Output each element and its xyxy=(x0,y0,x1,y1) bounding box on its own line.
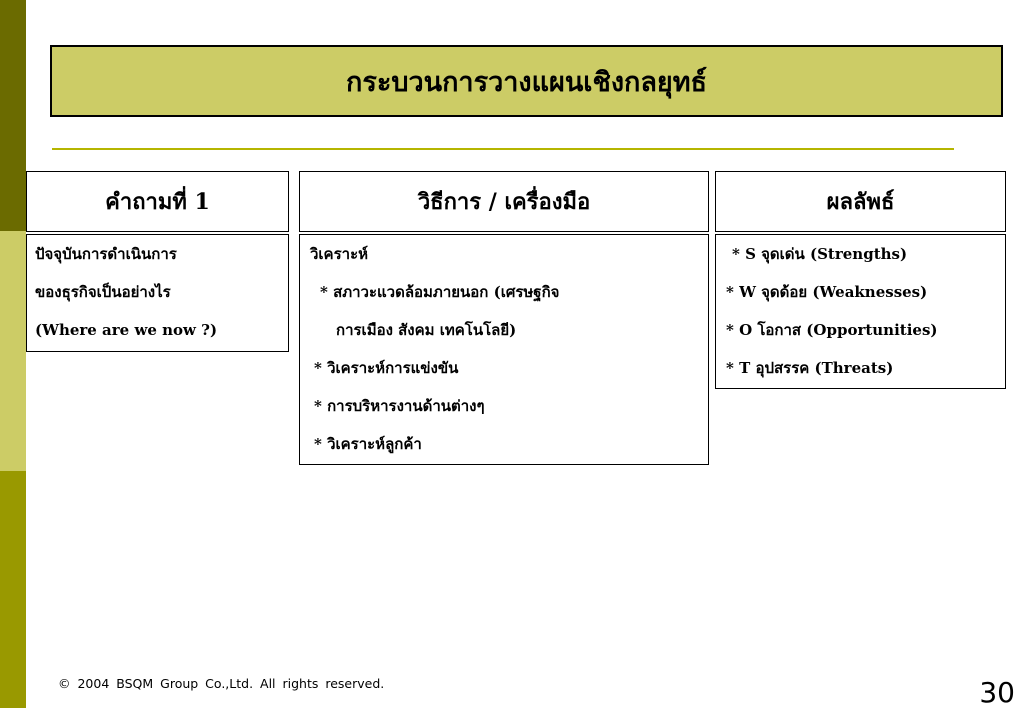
slide-title xyxy=(50,45,1003,117)
method-line: * วิเคราะห์ลูกค้า xyxy=(314,435,422,453)
sidebar-band-top xyxy=(0,0,26,231)
method-line: วิเคราะห์ xyxy=(310,245,369,263)
question-line: (Where are we now ?) xyxy=(35,321,218,339)
method-line: * การบริหารงานด้านต่างๆ xyxy=(314,397,485,415)
question-box xyxy=(26,234,289,352)
method-heading xyxy=(299,171,709,232)
result-line-threats: * T อุปสรรค (Threats) xyxy=(726,359,894,377)
method-line: * สภาวะแวดล้อมภายนอก (เศรษฐกิจ xyxy=(320,283,560,301)
method-box xyxy=(299,234,709,465)
slide-title-text: กระบวนการวางแผนเชิงกลยุทธ์ xyxy=(345,66,708,98)
sidebar-band-middle xyxy=(0,231,26,471)
copyright-footer: © 2004 BSQM Group Co.,Ltd. All rights reserved. xyxy=(58,676,385,691)
method-heading-text: วิธีการ / เครื่องมือ xyxy=(417,189,591,215)
sidebar-band-bottom xyxy=(0,471,26,708)
result-line-opportunities: * O โอกาส (Opportunities) xyxy=(726,321,938,339)
question-line: ของธุรกิจเป็นอย่างไร xyxy=(35,283,171,301)
title-divider xyxy=(52,148,954,150)
method-line: * วิเคราะห์การแข่งขัน xyxy=(314,359,459,377)
question-heading xyxy=(26,171,289,232)
method-line: การเมือง สังคม เทคโนโลยี) xyxy=(336,321,517,339)
result-line-weaknesses: * W จุดด้อย (Weaknesses) xyxy=(726,283,928,301)
result-line-strengths: * S จุดเด่น (Strengths) xyxy=(732,245,908,263)
result-heading-text: ผลลัพธ์ xyxy=(826,189,895,215)
question-line: ปัจจุบันการดำเนินการ xyxy=(35,245,177,263)
result-heading xyxy=(715,171,1006,232)
question-heading-text: คำถามที่ 1 xyxy=(105,189,210,215)
page-number: 30 xyxy=(979,676,1015,709)
result-box xyxy=(715,234,1006,389)
